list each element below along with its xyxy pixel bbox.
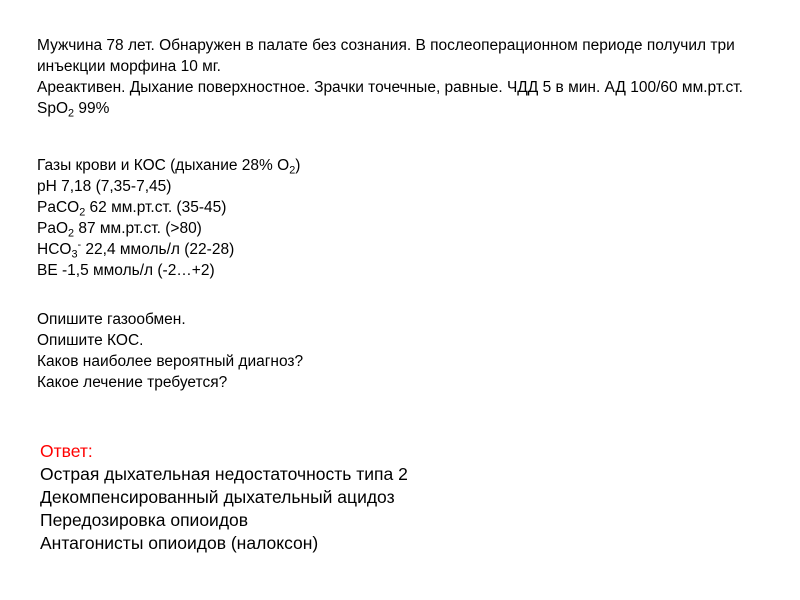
- lab-ph: pH 7,18 (7,35-7,45): [37, 178, 172, 195]
- hco3-superscript: -: [77, 239, 82, 252]
- hco3-value: 22,4 ммоль/л (22-28): [81, 241, 235, 258]
- answer-item: Передозировка опиоидов: [40, 510, 249, 530]
- labs-header-text: Газы крови и КОС (дыхание 28% O: [37, 157, 290, 174]
- answer-item: Декомпенсированный дыхательный ацидоз: [40, 487, 395, 507]
- paco2-subscript: 2: [79, 206, 86, 219]
- answer: [40, 440, 408, 555]
- case-history: Мужчина 78 лет. Обнаружен в палате без сознания. В послеоперационном периоде получил три инъекции морфина 10 мг.: [37, 37, 735, 75]
- o2-subscript: 2: [289, 164, 296, 177]
- question-item: Какое лечение требуется?: [37, 374, 228, 391]
- hco3-label: HCO: [37, 241, 72, 258]
- question-item: Каков наиболее вероятный диагноз?: [37, 353, 304, 370]
- lab-pao2: [37, 218, 300, 239]
- case-exam-text: Ареактивен. Дыхание поверхностное. Зрачки точечные, равные. ЧДД 5 в мин. АД 100/60 мм.рт.ст. SpO: [37, 79, 743, 117]
- labs-header: [37, 155, 300, 176]
- lab-results: [37, 155, 300, 281]
- case-exam: [37, 77, 782, 119]
- labs-header-close: ): [295, 157, 301, 174]
- paco2-value: 62 мм.рт.ст. (35-45): [85, 199, 227, 216]
- paco2-label: PaCO: [37, 199, 80, 216]
- pao2-label: PaO: [37, 220, 69, 237]
- lab-paco2: [37, 197, 300, 218]
- question-item: Опишите КОС.: [37, 332, 144, 349]
- pao2-subscript: 2: [68, 227, 75, 240]
- case-description: [37, 35, 782, 119]
- lab-be: BE -1,5 ммоль/л (-2…+2): [37, 262, 215, 279]
- questions: [37, 309, 303, 393]
- hco3-subscript: 3: [71, 248, 78, 261]
- answer-item: Антагонисты опиоидов (налоксон): [40, 533, 319, 553]
- spo2-value: 99%: [74, 100, 110, 117]
- answer-title: Ответ:: [40, 441, 93, 461]
- answer-item: Острая дыхательная недостаточность типа 2: [40, 464, 408, 484]
- lab-hco3: [37, 239, 300, 260]
- question-item: Опишите газообмен.: [37, 311, 186, 328]
- pao2-value: 87 мм.рт.ст. (>80): [74, 220, 202, 237]
- spo2-subscript: 2: [68, 107, 75, 120]
